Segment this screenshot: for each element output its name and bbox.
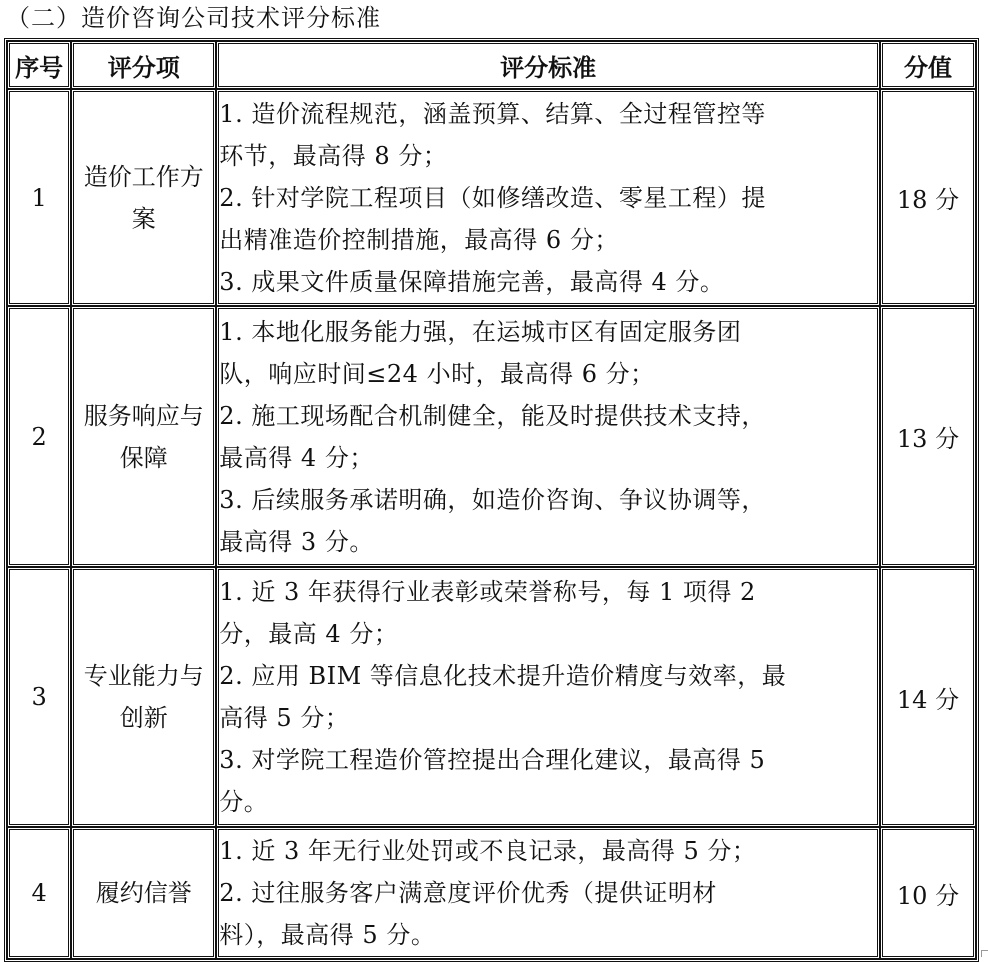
header-item: 评分项 bbox=[71, 41, 216, 89]
header-score: 分值 bbox=[880, 41, 976, 89]
header-criteria: 评分标准 bbox=[216, 41, 880, 89]
item-line: 服务响应与 bbox=[83, 401, 204, 430]
row-score: 14 分 bbox=[880, 567, 976, 827]
row-criteria bbox=[216, 89, 880, 306]
criteria-line: 分，最高 4 分； bbox=[219, 620, 399, 648]
criteria-line: 2. 应用 BIM 等信息化技术提升造价精度与效率，最 bbox=[219, 662, 787, 690]
row-criteria bbox=[216, 306, 880, 567]
item-line: 造价工作方 bbox=[83, 162, 204, 191]
item-line: 履约信誉 bbox=[95, 879, 192, 907]
row-index: 4 bbox=[7, 827, 71, 959]
criteria-line: 1. 近 3 年获得行业表彰或荣誉称号，每 1 项得 2 bbox=[219, 578, 756, 606]
criteria-line: 2. 施工现场配合机制健全，能及时提供技术支持， bbox=[219, 401, 766, 430]
header-index: 序号 bbox=[7, 41, 71, 89]
row-score: 13 分 bbox=[880, 306, 976, 567]
row-item bbox=[71, 306, 216, 567]
row-item bbox=[71, 567, 216, 827]
criteria-line: 3. 成果文件质量保障措施完善，最高得 4 分。 bbox=[219, 267, 725, 296]
criteria-line: 1. 造价流程规范，涵盖预算、结算、全过程管控等 bbox=[219, 99, 766, 128]
criteria-line: 2. 过往服务客户满意度评价优秀（提供证明材 bbox=[219, 879, 717, 907]
criteria-line: 最高得 3 分。 bbox=[219, 527, 374, 556]
row-index: 1 bbox=[7, 89, 71, 306]
criteria-line: 1. 近 3 年无行业处罚或不良记录，最高得 5 分； bbox=[219, 837, 757, 865]
criteria-line: 3. 后续服务承诺明确，如造价咨询、争议协调等， bbox=[219, 485, 766, 514]
criteria-line: 1. 本地化服务能力强，在运城市区有固定服务团 bbox=[219, 317, 742, 346]
row-score: 10 分 bbox=[880, 827, 976, 959]
table-row bbox=[7, 89, 976, 306]
criteria-line: 料），最高得 5 分。 bbox=[219, 921, 436, 949]
row-item bbox=[71, 827, 216, 959]
scoring-table bbox=[4, 38, 979, 962]
item-line: 案 bbox=[131, 204, 156, 233]
table-header-row bbox=[7, 41, 976, 89]
page-corner-mark bbox=[981, 950, 988, 957]
document-title: （二）造价咨询公司技术评分标准 bbox=[6, 4, 381, 32]
table-row bbox=[7, 567, 976, 827]
row-criteria bbox=[216, 567, 880, 827]
row-score: 18 分 bbox=[880, 89, 976, 306]
criteria-line: 分。 bbox=[219, 788, 269, 816]
row-index: 3 bbox=[7, 567, 71, 827]
criteria-line: 3. 对学院工程造价管控提出合理化建议，最高得 5 bbox=[219, 746, 766, 774]
criteria-line: 2. 针对学院工程项目（如修缮改造、零星工程）提 bbox=[219, 183, 766, 212]
criteria-line: 最高得 4 分； bbox=[219, 443, 374, 472]
table-row bbox=[7, 306, 976, 567]
item-line: 专业能力与 bbox=[83, 662, 204, 690]
table-row bbox=[7, 827, 976, 959]
row-criteria bbox=[216, 827, 880, 959]
criteria-line: 出精准造价控制措施，最高得 6 分； bbox=[219, 225, 619, 254]
criteria-line: 高得 5 分； bbox=[219, 704, 350, 732]
row-item bbox=[71, 89, 216, 306]
criteria-line: 队，响应时间≤24 小时，最高得 6 分； bbox=[219, 359, 655, 388]
row-index: 2 bbox=[7, 306, 71, 567]
criteria-line: 环节，最高得 8 分； bbox=[219, 141, 448, 170]
item-line: 保障 bbox=[119, 443, 168, 472]
item-line: 创新 bbox=[119, 704, 168, 732]
